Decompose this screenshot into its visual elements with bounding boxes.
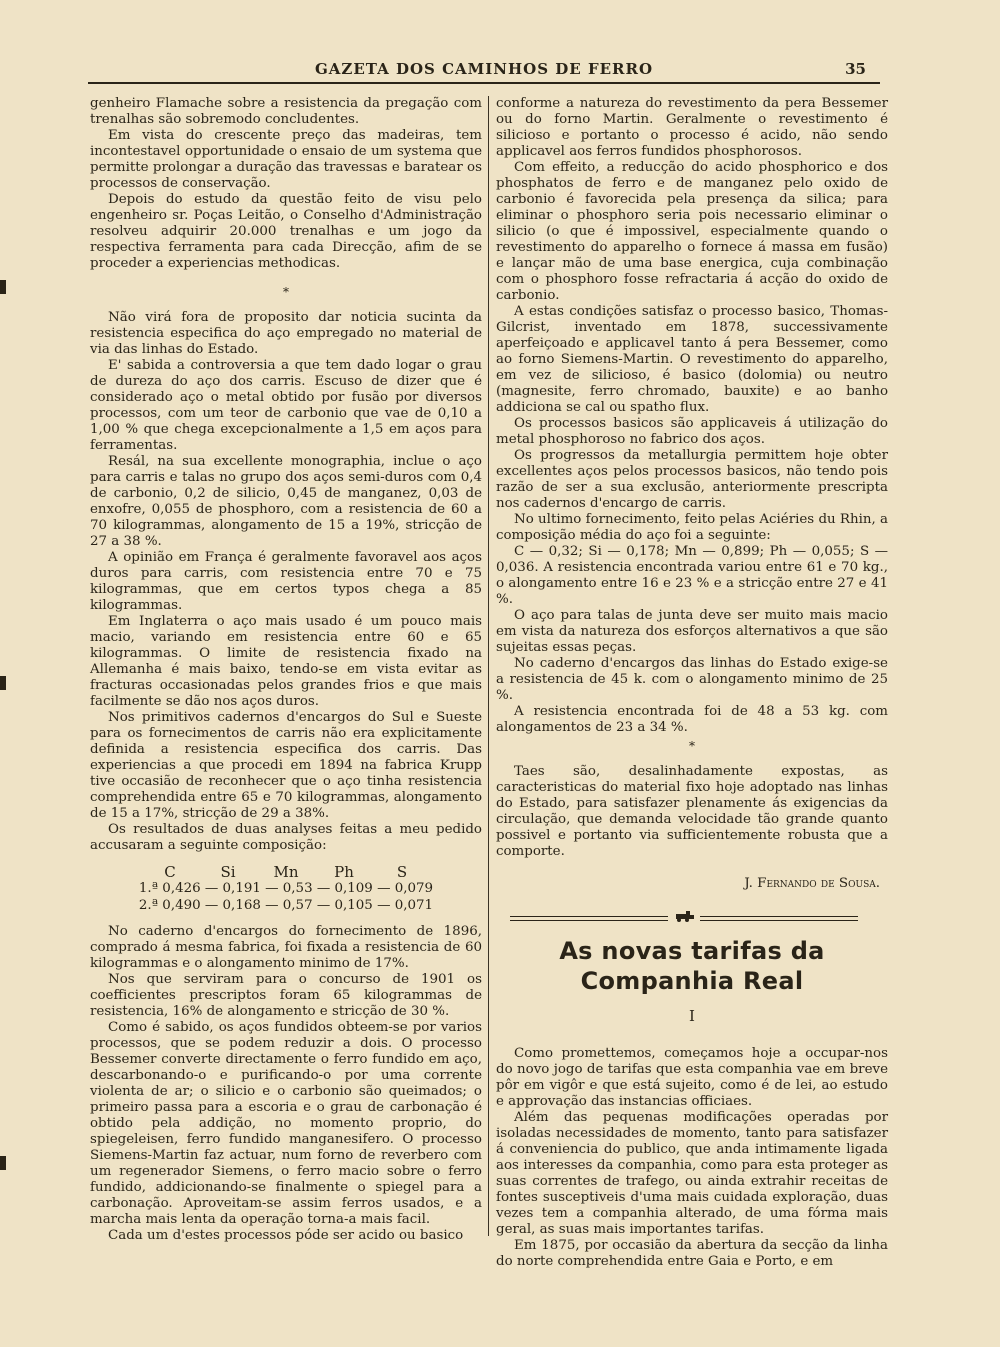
paragraph: E' sabida a controversia a que tem dado logar o grau de dureza do aço dos carris. Escuso de dizer que é considerado aço o metal obtido por fusão por diversos processos, com um teor de carbonio que vae de 0,10 a 1,00 % que chega excepcionalmente a 1,5 em aços para ferramentas. bbox=[90, 358, 482, 453]
section-separator: * bbox=[689, 739, 695, 753]
paragraph: Além das pequenas modificações operadas por isoladas necessidades de momento, tanto para satisfazer á conveniencia do publico, que anda intimamente ligada aos interesses da companhia, como para esta proteger as suas correntes de trafego, ou ainda extrahir receitas de fontes susceptiveis d'uma mais cuidada exploração, duas vezes tem a companhia alterado, de uma fórma mais geral, as suas mais importantes tarifas. bbox=[496, 1110, 888, 1237]
paragraph: Não virá fora de proposito dar noticia sucinta da resistencia especifica do aço empregado no material de via das linhas do Estado. bbox=[90, 310, 482, 357]
paragraph: Nos primitivos cadernos d'encargos do Sul e Sueste para os fornecimentos de carris não era explicitamente definida a resistencia especifica dos carris. Das experiencias a que procedi em 1894 na fabrica Krupp tive occasião de reconhecer que o aço tinha resistencia comprehendida entre 65 e 70 kilogrammas, alongamento de 15 a 17%, stricção de 29 a 38%. bbox=[90, 710, 482, 821]
element-header: C bbox=[164, 863, 176, 881]
divider-rule bbox=[510, 916, 668, 921]
locomotive-icon bbox=[674, 911, 696, 922]
paragraph: Como é sabido, os aços fundidos obteem-se por varios processos, que se podem reduzir a dois. O processo Bessemer converte directamente o ferro fundido em aço, descarbonando-o e purificando-o por uma corrente violenta de ar; o silicio e o carbonio são queimados; o primeiro passa para a escoria e o grau de carbonação é obtido pela addição, no momento proprio, do spiegeleisen, ferro fundido manganesifero. O processo Siemens-Martin faz actuar, num forno de reverbero com um regenerador Siemens, o ferro macio sobre o ferro fundido, addicionando-se finalmente o spiegel para a carbonação. Aproveitam-se assim ferros usados, e a marcha mais lenta da operação torna-a mais facil. bbox=[90, 1020, 482, 1227]
paragraph: Taes são, desalinhadamente expostas, as caracteristicas do material fixo hoje adoptado nas linhas do Estado, para satisfazer plenamente ás exigencias da circulação, que demanda velocidade tão grande quanto possivel e portanto via sufficientemente robusta que a comporte. bbox=[496, 764, 888, 859]
author-signature: J. Fernando de Sousa. bbox=[744, 876, 880, 891]
paragraph: Depois do estudo da questão feito de visu pelo engenheiro sr. Poças Leitão, o Conselho d'Administração resolveu adquirir 20.000 trenalhas e um jogo da respectiva ferramenta para cada Direcção, afim de se proceder a experiencias methodicas. bbox=[90, 192, 482, 271]
element-header: Mn bbox=[273, 863, 299, 881]
element-header: Si bbox=[220, 863, 236, 881]
binding-mark bbox=[0, 676, 6, 690]
paragraph: Os resultados de duas analyses feitas a meu pedido accusaram a seguinte composição: bbox=[90, 822, 482, 853]
paragraph: A resistencia encontrada foi de 48 a 53 kg. com alongamentos de 23 a 34 %. bbox=[496, 704, 888, 735]
paragraph: C — 0,32; Si — 0,178; Mn — 0,899; Ph — 0,055; S — 0,036. A resistencia encontrada variou entre 61 e 70 kg., o alongamento entre 16 e 23 % e a stricção entre 27 e 41 %. bbox=[496, 544, 888, 607]
publication-title: GAZETA DOS CAMINHOS DE FERRO bbox=[314, 60, 654, 78]
paragraph: No caderno d'encargos do fornecimento de 1896, comprado á mesma fabrica, foi fixada a resistencia de 60 kilogrammas e o alongamento minimo de 17%. bbox=[90, 924, 482, 971]
column-rule bbox=[488, 96, 489, 1236]
paragraph: Os progressos da metallurgia permittem hoje obter excellentes aços pelos processos basicos, não tendo pois razão de ser a sua exclusão, anteriormente prescripta nos cadernos d'encargo de carris. bbox=[496, 448, 888, 511]
composition-table bbox=[90, 864, 482, 914]
section-number: I bbox=[689, 1007, 695, 1025]
element-header: S bbox=[396, 863, 408, 881]
binding-mark bbox=[0, 280, 6, 294]
binding-mark bbox=[0, 1156, 6, 1170]
paragraph: No caderno d'encargos das linhas do Estado exige-se a resistencia de 45 k. com o alongamento minimo de 25 %. bbox=[496, 656, 888, 703]
right-column bbox=[496, 96, 888, 1270]
paragraph: Em Inglaterra o aço mais usado é um pouco mais macio, variando em resistencia entre 60 e 65 kilogrammas. O limite de resistencia fixado na Allemanha é mais baixo, tendo-se em vista evitar as fracturas occasionadas pelos grandes frios e que mais facilmente se dão nos aços duros. bbox=[90, 614, 482, 709]
element-header: Ph bbox=[334, 863, 354, 881]
composition-row: 1.ª 0,426 — 0,191 — 0,53 — 0,109 — 0,079 bbox=[138, 881, 434, 896]
paragraph: Resál, na sua excellente monographia, inclue o aço para carris e talas no grupo dos aços semi-duros com 0,4 de carbonio, 0,2 de silicio, 0,45 de manganez, 0,03 de enxofre, 0,055 de phosphoro, com a resistencia de 60 a 70 kilogrammas, alongamento de 15 a 19%, stricção de 27 a 38 %. bbox=[90, 454, 482, 549]
paragraph: No ultimo fornecimento, feito pelas Aciéries du Rhin, a composição média do aço foi a seguinte: bbox=[496, 512, 889, 543]
page-header bbox=[88, 58, 880, 84]
paragraph: O aço para talas de junta deve ser muito mais macio em vista da natureza dos esforços alternativos a que são sujeitas essas peças. bbox=[496, 608, 888, 655]
article-title: As novas tarifas da Companhia Real bbox=[559, 937, 825, 995]
paragraph: Cada um d'estes processos póde ser acido ou basico bbox=[108, 1228, 464, 1243]
paragraph: A estas condições satisfaz o processo basico, Thomas-Gilcrist, inventado em 1878, successivamente aperfeiçoado e applicavel tanto á pera Bessemer, como ao forno Siemens-Martin. O revestimento do apparelho, em vez de silicioso, é basico (dolomia) ou neutro (magnesite, ferro chromado, bauxite) e ao banho addiciona se cal ou spatho flux. bbox=[496, 304, 888, 415]
paragraph: Como promettemos, começamos hoje a occupar-nos do novo jogo de tarifas que esta companhia vae em breve pôr em vigôr e que está sujeito, como é de lei, ao estudo e approvação das instancias officiaes. bbox=[496, 1046, 888, 1109]
composition-row: 2.ª 0,490 — 0,168 — 0,57 — 0,105 — 0,071 bbox=[138, 898, 434, 913]
paragraph: Em vista do crescente preço das madeiras, tem incontestavel opportunidade o ensaio de um systema que permitte prolongar a duração das travessas e baratear os processos de conservação. bbox=[90, 128, 482, 191]
composition-header bbox=[90, 864, 482, 880]
paragraph: genheiro Flamache sobre a resistencia da pregação com trenalhas são sobremodo concludentes. bbox=[90, 96, 482, 127]
article-divider bbox=[496, 910, 888, 924]
paragraph: Em 1875, por occasião da abertura da secção da linha do norte comprehendida entre Gaia e Porto, e em bbox=[496, 1238, 888, 1269]
paragraph: Nos que serviram para o concurso de 1901 os coefficientes prescriptos foram 65 kilogrammas de resistencia, 16% de alongamento e stricção de 30 %. bbox=[90, 972, 482, 1019]
paragraph: Os processos basicos são applicaveis á utilização do metal phosphoroso no fabrico dos aços. bbox=[496, 416, 888, 447]
paragraph: A opinião em França é geralmente favoravel aos aços duros para carris, com resistencia entre 70 e 75 kilogrammas, que em certos typos chega a 85 kilogrammas. bbox=[90, 550, 482, 613]
page-number: 35 bbox=[845, 60, 866, 78]
left-column bbox=[90, 96, 482, 1244]
paragraph: Com effeito, a reducção do acido phosphorico e dos phosphatos de ferro e de manganez pelo oxido de carbonio é favorecida pela presença da silica; para eliminar o phosphoro seria pois necessario eliminar o silicio (o que é impossivel, especialmente quando o revestimento do apparelho o fornece á massa em fusão) e lançar mão de uma base energica, cuja combinação com o phosphoro fosse refractaria á acção do oxido de carbonio. bbox=[496, 160, 888, 303]
divider-rule bbox=[700, 916, 858, 921]
section-separator: * bbox=[283, 285, 289, 299]
paragraph: conforme a natureza do revestimento da pera Bessemer ou do forno Martin. Geralmente o revestimento é silicioso e portanto o processo é acido, não sendo applicavel aos ferros fundidos phosphorosos. bbox=[496, 96, 888, 159]
